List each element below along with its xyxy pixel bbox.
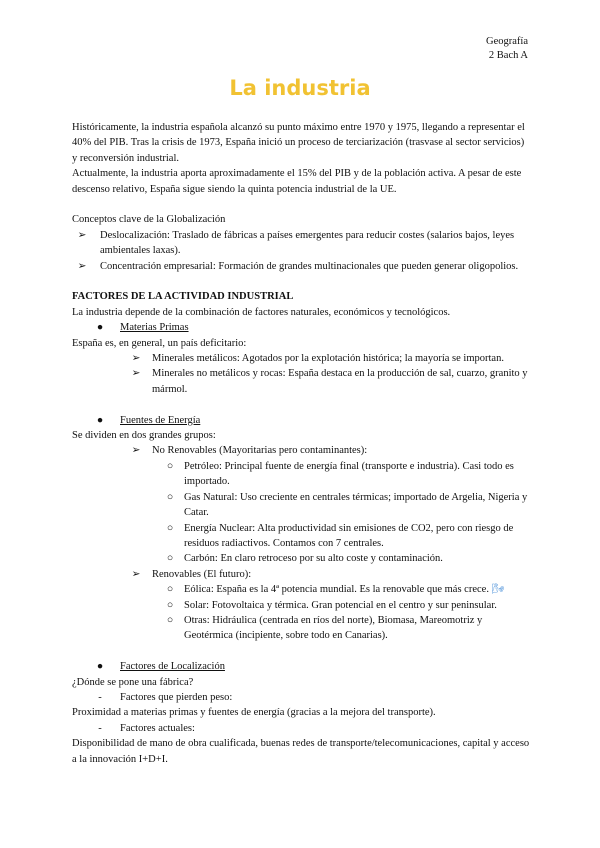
energia-eolica-text: Eólica: España es la 4ª potencia mundial. Es la renovable que más crece. [184,584,489,596]
localizacion-label: Factores de Localización [120,661,225,673]
energia-nuclear: Energía Nuclear: Alta productividad sin emisiones de CO2, pero con riesgo de residuos radiactivos. Contamos con 7 centrales. [184,522,514,549]
globalization-heading: Conceptos clave de la Globalización [72,214,226,226]
subsection-energia [72,413,530,428]
materias-label: Materias Primas [120,322,189,334]
no-renovables-label: No Renovables (Mayoritarias pero contaminantes): [152,445,368,457]
dash-bullet-icon: - [98,722,102,734]
section-heading-factores: FACTORES DE LA ACTIVIDAD INDUSTRIAL [72,291,294,303]
arrow-bullet-icon: ➢ [77,229,87,241]
energia-solar: Solar: Fotovoltaica y térmica. Gran potencial en el centro y sur peninsular. [184,599,497,611]
energia-carbon: Carbón: En claro retroceso por su alto coste y contaminación. [184,553,443,565]
arrow-bullet-icon: ➢ [131,568,141,580]
list-item [72,490,530,521]
energia-gas-natural: Gas Natural: Uso creciente en centrales térmicas; importado de Argelia, Nigeria y Catar. [184,491,528,519]
renovables-label: Renovables (El futuro): [152,568,252,580]
list-item [72,228,530,259]
arrow-bullet-icon: ➢ [131,353,141,365]
list-item [72,613,530,644]
circle-bullet-icon: ○ [166,460,174,472]
energia-otras: Otras: Hidráulica (centrada en ríos del norte), Biomasa, Mareomotriz y Geotérmica (incipiente, sobre todo en Canarias). [184,614,483,642]
factores-intro: La industria depende de la combinación de factores naturales, económicos y tecnológicos. [72,306,451,318]
intro-paragraph-2: Actualmente, la industria aporta aproximadamente el 15% del PIB y de la población activa. A pesar de este descenso relativo, España sigue siendo la quinta potencia industrial de la UE. [72,168,522,195]
header-course: 2 Bach A [488,50,528,61]
list-item [72,567,530,582]
intro-paragraph-1: Históricamente, la industria española alcanzó su punto máximo entre 1970 y 1975, llegando a representar el 40% del PIB. Tras la crisis de 1973, España inició un proceso de terciarización (trasvase al sector servicios) y reconversión industrial. [72,122,525,164]
list-item [72,259,530,274]
list-item [72,690,530,705]
list-item [72,459,530,490]
list-item [72,598,530,613]
document-body [72,120,530,767]
energia-label: Fuentes de Energía [120,414,201,426]
localizacion-old-text: Proximidad a materias primas y fuentes de energía (gracias a la mejora del transporte). [72,707,436,719]
list-item [72,582,530,597]
arrow-bullet-icon: ➢ [131,445,141,457]
globalization-item-concentracion: Concentración empresarial: Formación de grandes multinacionales que pueden generar oligopolios. [100,260,519,272]
list-item [72,351,530,366]
localizacion-new-label: Factores actuales: [120,722,195,734]
dash-bullet-icon: - [98,691,102,703]
page-header [486,35,528,63]
dot-bullet-icon: ● [96,661,104,673]
list-item [72,521,530,552]
dot-bullet-icon: ● [96,322,104,334]
materias-item-no-metalicos: Minerales no metálicos y rocas: España destaca en la producción de sal, cuarzo, granito y mármol. [152,368,528,395]
circle-bullet-icon: ○ [166,599,174,611]
page-title: La industria [229,76,371,100]
list-item [72,551,530,566]
wind-icon: 🌬 [491,584,505,596]
circle-bullet-icon: ○ [166,614,174,626]
circle-bullet-icon: ○ [166,522,174,534]
arrow-bullet-icon: ➢ [131,368,141,380]
list-item [72,721,530,736]
energia-petroleo: Petróleo: Principal fuente de energía final (transporte e industria). Casi todo es importado. [184,460,514,488]
materias-intro: España es, en general, un país deficitario: [72,337,247,349]
energia-eolica [180,582,530,597]
circle-bullet-icon: ○ [166,584,174,596]
localizacion-old-label: Factores que pierden peso: [120,691,233,703]
header-subject: Geografía [486,36,528,47]
materias-item-metalicos: Minerales metálicos: Agotados por la explotación histórica; la mayoría se importan. [152,353,504,365]
list-item [72,366,530,397]
circle-bullet-icon: ○ [166,491,174,503]
localizacion-question: ¿Dónde se pone una fábrica? [72,676,194,688]
circle-bullet-icon: ○ [166,553,174,565]
globalization-item-deslocalizacion: Deslocalización: Traslado de fábricas a países emergentes para reducir costes (salarios bajos, leyes ambientales laxas). [100,229,515,257]
arrow-bullet-icon: ➢ [77,260,87,272]
dot-bullet-icon: ● [96,414,104,426]
localizacion-new-text: Disponibilidad de mano de obra cualificada, buenas redes de transporte/telecomunicaciones, capital y acceso a la innovación I+D+I. [72,738,530,765]
list-item [72,443,530,458]
subsection-localizacion [72,659,530,674]
energia-intro: Se dividen en dos grandes grupos: [72,430,216,442]
subsection-materias [72,320,530,335]
